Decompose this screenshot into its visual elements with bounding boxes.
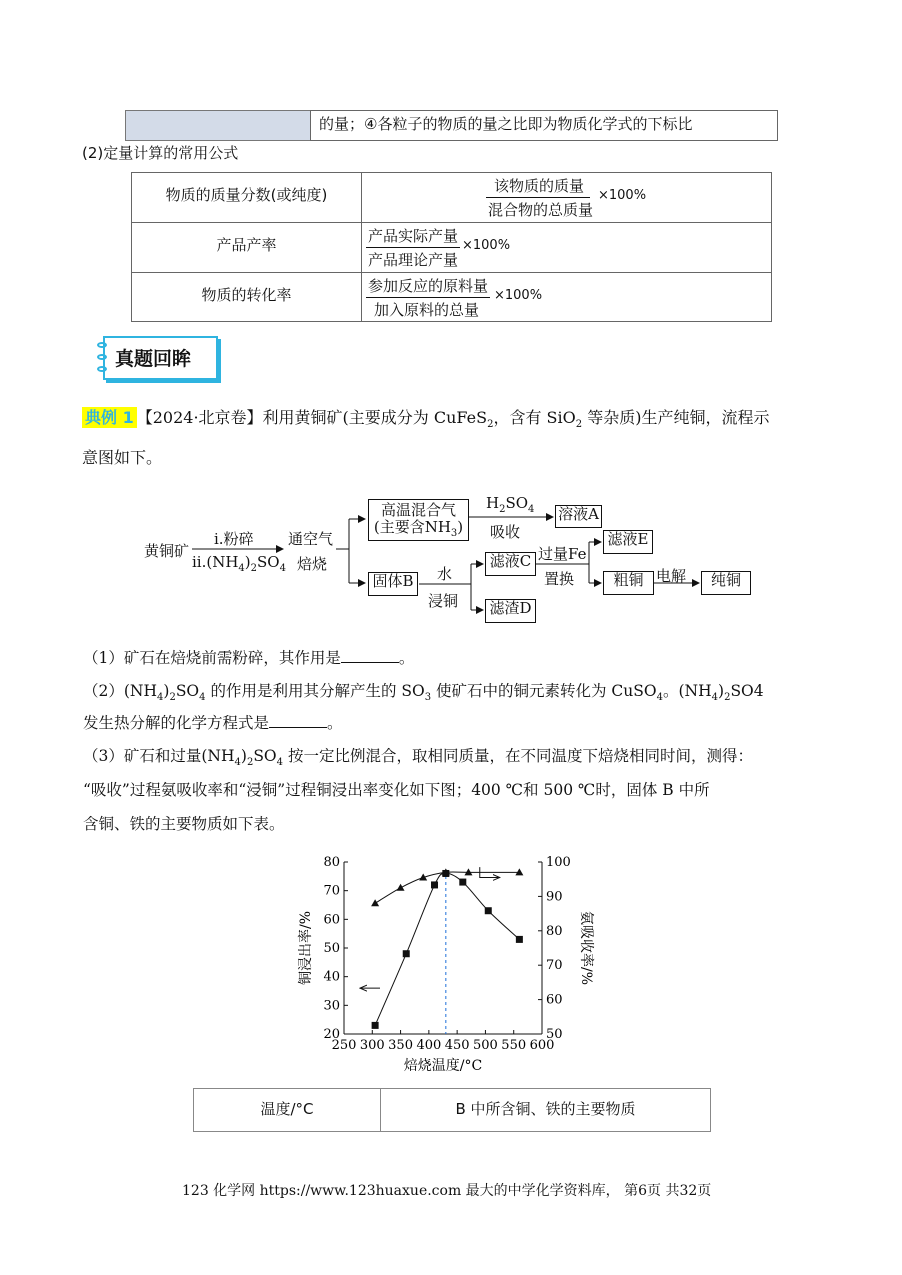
x-tick-label: 300 <box>359 1038 385 1053</box>
y-right-tick-label: 90 <box>546 889 563 905</box>
y-left-tick-label: 60 <box>323 912 340 928</box>
question-1: （1）矿石在焙烧前需粉碎，其作用是 。 <box>83 649 415 667</box>
y-right-tick-label: 70 <box>546 958 563 974</box>
flow-box-crude-cu: 粗铜 <box>603 571 654 595</box>
flow-box-filtrate-c: 滤液C <box>485 552 536 576</box>
flow-water: 水 <box>437 565 453 583</box>
formula-label-1: 物质的质量分数(或纯度) <box>131 172 362 223</box>
answer-blank-1[interactable] <box>341 648 399 663</box>
question-3: （3）矿石和过量$(NH_4)_2SO_4$ 按一定比例混合，取相同质量，在不同温度下焙烧相同时间，测得： <box>83 747 753 769</box>
y-left-tick-label: 40 <box>323 969 340 985</box>
roasting-chart <box>290 848 620 1080</box>
flow-replace: 置换 <box>544 570 575 588</box>
data-point-copper-leach <box>485 907 492 914</box>
flow-box-filtrate-e: 滤液E <box>603 530 653 554</box>
y-left-tick-label: 20 <box>323 1027 340 1042</box>
flow-step1-top: i.粉碎 <box>214 530 254 548</box>
fraction-purity: 该物质的质量 混合物的总质量 ×100% <box>488 177 647 219</box>
data-point-copper-leach <box>516 936 523 943</box>
question-2: $(2)(NH_4)_2SO_4$ 的作用是利用其分解产生的 $SO_3$ 使矿石中的铜元素转化为 CuSO$_4$。$(NH_4)_2SO4$ <box>83 682 764 704</box>
x-tick-label: 500 <box>473 1038 498 1053</box>
y-right-tick-label: 50 <box>546 1027 563 1042</box>
data-point-ammonia-absorb <box>371 899 379 906</box>
x-axis-label: 焙烧温度/°C <box>403 1058 483 1074</box>
flow-electrolysis: 电解 <box>656 567 687 585</box>
y-right-tick-label: 80 <box>546 923 563 939</box>
section2-title: (2)定量计算的常用公式 <box>82 144 239 162</box>
question-3-line2: “吸收”过程氨吸收率和“浸铜”过程铜浸出率变化如下图；400 ℃和 500 ℃时，固体 B 中所 <box>83 781 710 799</box>
question-3-line3: 含铜、铁的主要物质如下表。 <box>83 815 285 833</box>
x-tick-label: 400 <box>416 1038 442 1053</box>
top-table-text: 的量；④各粒子的物质的量之比即为物质化学式的下标比 <box>319 115 693 133</box>
data-point-copper-leach <box>431 881 438 888</box>
y-left-tick-label: 80 <box>323 855 340 870</box>
flow-box-solid-b: 固体B <box>368 572 418 596</box>
data-point-ammonia-absorb <box>397 884 405 891</box>
flow-roast-bottom: 焙烧 <box>297 555 328 573</box>
flow-box-residue-d: 滤渣D <box>485 599 536 623</box>
x-tick-label: 600 <box>529 1038 555 1053</box>
flow-start: 黄铜矿 <box>144 542 190 560</box>
flow-absorb-bottom: 吸收 <box>490 523 521 541</box>
bottom-table-col1: 温度/°C <box>193 1088 381 1132</box>
y-left-tick-label: 30 <box>323 998 340 1014</box>
flow-fe-top: 过量Fe <box>538 545 587 563</box>
flow-box-pure-cu: 纯铜 <box>701 571 751 595</box>
x-tick-label: 250 <box>331 1038 357 1053</box>
bottom-table-col2: B 中所含铜、铁的主要物质 <box>380 1088 711 1132</box>
flow-roast-top: 通空气 <box>288 530 334 548</box>
y-left-tick-label: 50 <box>323 941 340 956</box>
example-tag: 典例 1 <box>82 407 137 428</box>
flow-leach: 浸铜 <box>428 592 459 610</box>
y-axis-left-label: 铜浸出率/% <box>298 910 314 986</box>
page-footer: 123 化学网 https://www.123huaxue.com 最大的中学化学资料库， 第6页 共32页 <box>182 1183 712 1199</box>
data-point-copper-leach <box>372 1022 379 1029</box>
flow-box-solution-a: 溶液A <box>555 505 602 528</box>
banner-title: 真题回眸 <box>115 348 192 370</box>
data-point-copper-leach <box>459 879 466 886</box>
data-point-copper-leach <box>403 950 410 957</box>
answer-blank-2[interactable] <box>269 713 327 728</box>
x-tick-label: 550 <box>501 1038 527 1053</box>
y-right-tick-label: 60 <box>546 992 563 1008</box>
flow-step1-bottom: $ii.(NH_4)_2SO_4$ <box>192 553 286 574</box>
formula-label-2: 产品产率 <box>131 222 362 273</box>
example-intro-line2: 意图如下。 <box>82 448 163 467</box>
x-tick-label: 350 <box>388 1038 413 1053</box>
fraction-yield: 产品实际产量 产品理论产量 ×100% <box>368 227 511 269</box>
y-right-tick-label: 100 <box>546 855 571 870</box>
y-axis-right-label: 氨吸收率/% <box>578 910 594 986</box>
y-left-tick-label: 70 <box>323 883 340 899</box>
formula-label-3: 物质的转化率 <box>131 272 362 322</box>
question-2-line2: 发生热分解的化学方程式是 。 <box>83 714 343 732</box>
flow-absorb-top: $H_2SO_4$ <box>486 494 535 515</box>
example-intro: 典例 1 【2024·北京卷】利用黄铜矿(主要成分为 CuFeS$_2$，含有 SiO$_2$ 等杂质)生产纯铜，流程示 <box>82 405 769 430</box>
series-line-left <box>375 873 519 1025</box>
x-tick-label: 450 <box>444 1038 470 1053</box>
flow-box-gas: 高温混合气 (主要含$NH_3$) <box>368 499 469 541</box>
fraction-conversion: 参加反应的原料量 加入原料的总量 ×100% <box>368 277 543 319</box>
